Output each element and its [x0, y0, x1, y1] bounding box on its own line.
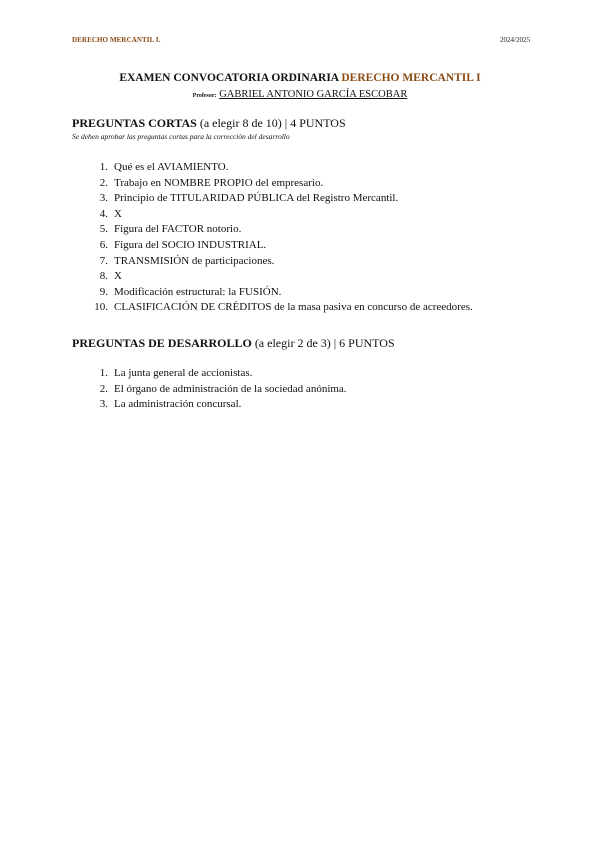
long-questions-detail: (a elegir 2 de 3) | 6 PUNTOS — [254, 336, 395, 350]
page-title — [0, 72, 600, 84]
item-text: TRANSMISIÓN de participaciones. — [114, 254, 275, 267]
item-text: Trabajo en NOMBRE PROPIO del empresario. — [114, 176, 324, 189]
list-item — [87, 285, 473, 301]
title-course: DERECHO MERCANTIL I — [341, 72, 481, 84]
header-course: DERECHO MERCANTIL I. — [72, 36, 161, 44]
list-item — [87, 269, 473, 285]
item-text: Figura del SOCIO INDUSTRIAL. — [114, 238, 267, 251]
item-number: 4. — [99, 207, 108, 220]
item-text: CLASIFICACIÓN DE CRÉDITOS de la masa pasiva en concurso de acreedores. — [114, 301, 473, 314]
item-text: La administración concursal. — [114, 398, 242, 411]
item-number: 3. — [99, 192, 108, 205]
short-questions-note: Se deben aprobar las preguntas cortas para la corrección del desarrollo — [72, 132, 290, 141]
list-item — [87, 160, 473, 176]
list-item — [87, 191, 473, 207]
list-item — [87, 382, 347, 398]
long-questions-list — [87, 366, 347, 413]
list-item — [87, 254, 473, 270]
list-item — [87, 222, 473, 238]
item-number: 6. — [99, 238, 108, 251]
title-prefix: EXAMEN CONVOCATORIA ORDINARIA — [119, 72, 339, 84]
professor-name: GABRIEL ANTONIO GARCÍA ESCOBAR — [219, 89, 408, 100]
item-number: 10. — [94, 301, 108, 314]
item-text: Modificación estructural: la FUSIÓN. — [114, 285, 282, 298]
item-number: 5. — [99, 223, 108, 236]
item-number: 1. — [99, 367, 108, 379]
item-text: Qué es el AVIAMIENTO. — [114, 161, 229, 173]
list-item — [87, 300, 473, 316]
long-questions-title: PREGUNTAS DE DESARROLLO — [72, 336, 252, 350]
professor-label: Profesor: — [192, 93, 217, 99]
short-questions-section — [72, 116, 530, 314]
list-item — [87, 238, 473, 254]
item-number: 2. — [99, 176, 108, 189]
item-number: 3. — [99, 398, 108, 411]
header-year: 2024/2025 — [500, 36, 530, 44]
short-questions-list — [87, 160, 473, 316]
item-text: Principio de TITULARIDAD PÚBLICA del Registro Mercantil. — [114, 192, 399, 205]
short-questions-detail: (a elegir 8 de 10) | 4 PUNTOS — [199, 116, 346, 130]
item-number: 1. — [99, 161, 108, 173]
item-text: Figura del FACTOR notorio. — [114, 223, 242, 236]
list-item — [87, 176, 473, 192]
professor-line — [0, 89, 600, 100]
item-number: 9. — [99, 285, 108, 298]
list-item — [87, 397, 347, 413]
long-questions-section — [72, 336, 530, 411]
item-number: 2. — [99, 382, 108, 395]
item-text: El órgano de administración de la sociedad anónima. — [114, 382, 347, 395]
list-item — [87, 366, 347, 382]
list-item — [87, 207, 473, 223]
short-questions-heading — [72, 116, 530, 131]
item-text: X — [114, 270, 122, 283]
short-questions-title: PREGUNTAS CORTAS — [72, 116, 197, 130]
item-text: La junta general de accionistas. — [114, 367, 253, 379]
long-questions-heading — [72, 336, 530, 351]
item-number: 7. — [99, 254, 108, 267]
item-number: 8. — [99, 270, 108, 283]
item-text: X — [114, 207, 122, 220]
